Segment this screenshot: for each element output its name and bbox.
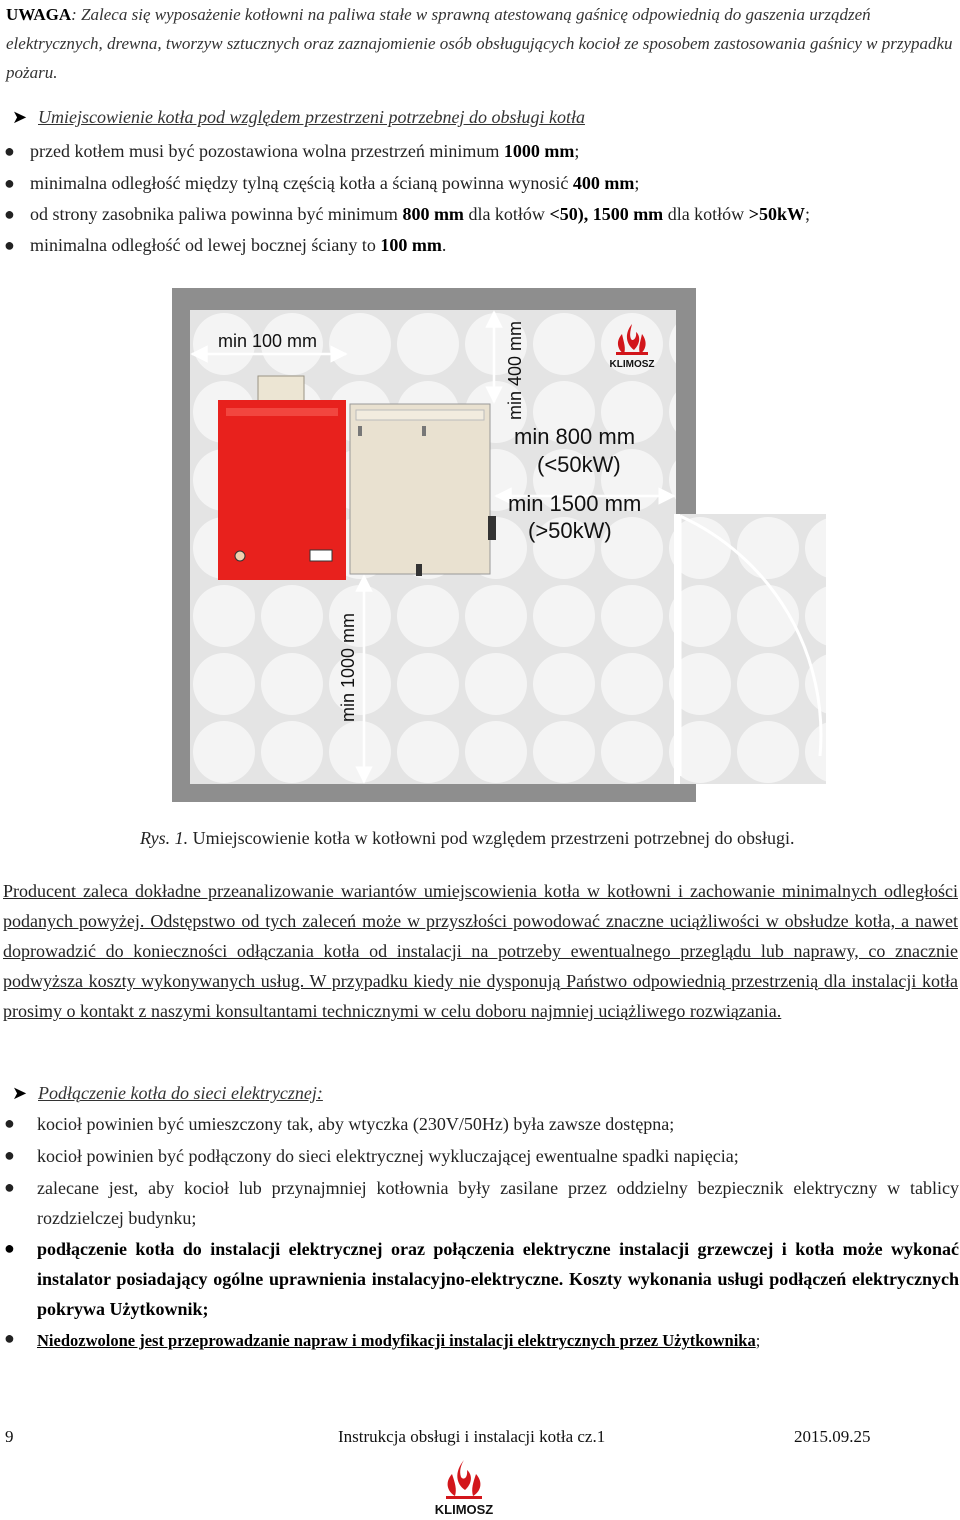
bullet-icon: ●	[4, 1328, 15, 1348]
section-heading-text: Podłączenie kotła do sieci elektrycznej:	[38, 1083, 323, 1103]
section-heading-electric	[12, 1083, 912, 1109]
label-gt-50kw: (>50kW)	[528, 518, 612, 543]
label-min-1000: min 1000 mm	[338, 612, 358, 722]
controller-panel-icon	[310, 550, 332, 561]
fuel-hopper	[350, 404, 490, 574]
page-number: 9	[5, 1427, 14, 1446]
bullet-icon: ●	[4, 204, 15, 224]
section-heading-text: Umiejscowienie kotła pod względem przestrzeni potrzebnej do obsługi kotła	[38, 107, 585, 127]
label-min-1500: min 1500 mm	[508, 491, 642, 516]
warning-note	[6, 0, 956, 87]
paragraph-underlined: Producent zaleca dokładne przeanalizowanie wariantów umiejscowienia kotła w kotłowni i zachowanie minimalnych odległości podanych powyżej.	[3, 881, 958, 931]
hopper-hinge	[358, 426, 362, 436]
hopper-foot	[416, 564, 422, 576]
bullet-icon: ●	[4, 1177, 15, 1197]
hopper-hinge	[422, 426, 426, 436]
arrow-bullet-icon: ➤	[12, 107, 28, 127]
document-title: Instrukcja obsługi i instalacji kotła cz.1	[338, 1427, 606, 1446]
label-min-100: min 100 mm	[218, 331, 318, 351]
bullet-icon: ●	[4, 173, 15, 193]
bullet-icon: ●	[4, 1113, 15, 1133]
hopper-lid	[356, 410, 484, 420]
bullet-icon: ●	[4, 235, 15, 255]
boiler-placement-diagram	[170, 286, 830, 806]
caption-label: Rys. 1.	[140, 828, 189, 848]
section-heading-placement	[12, 107, 912, 133]
footer-logo-text: KLIMOSZ	[434, 1502, 494, 1517]
document-date: 2015.09.25	[794, 1427, 871, 1446]
bullet-icon: ●	[4, 1238, 15, 1258]
recommendation-paragraph	[3, 876, 958, 1026]
bullet-icon: ●	[4, 141, 15, 161]
thermometer-icon	[235, 551, 245, 561]
label-min-800: min 800 mm	[514, 424, 636, 449]
bullet-icon: ●	[4, 1145, 15, 1165]
boiler-top-edge	[226, 408, 338, 416]
footer-klimosz-logo	[424, 1456, 504, 1518]
label-min-400: min 400 mm	[505, 320, 525, 420]
label-lt-50kw: (<50kW)	[537, 452, 621, 477]
burner-motor	[488, 516, 496, 540]
caption-text: Umiejscowienie kotła w kotłowni pod względem przestrzeni potrzebnej do obsługi.	[188, 828, 795, 848]
paragraph-rest: Odstępstwo od tych zaleceń może w przyszłości powodować znaczne uciążliwości w obsłudze kotła, a nawet doprowadzić do konieczności odłączania kotła od instalacji na potrzeby ewentualnego przeglądu lub naprawy, co znacznie podwyższa koszty wykonywanych usług. W przypadku kiedy nie dysponują Państwo odpowiednią przestrzenią dla instalacji kotła prosimy o kontakt z naszymi konsultantami technicznymi w celu doboru najmniej uciążliwego rozwiązania.	[3, 911, 958, 1021]
arrow-bullet-icon: ➤	[12, 1083, 28, 1103]
warning-label: UWAGA	[6, 5, 72, 24]
doorway-floor	[676, 514, 826, 784]
warning-text: : Zaleca się wyposażenie kotłowni na paliwa stałe w sprawną atestowaną gaśnicę odpowiednią do gaszenia urządzeń elektrycznych, drewna, tworzyw sztucznych oraz zaznajomienie osób obsługujących kocioł ze sposobem zastosowania gaśnicy w przypadku pożaru.	[6, 5, 953, 82]
logo-text: KLIMOSZ	[609, 359, 655, 370]
figure-caption	[140, 828, 795, 849]
boiler-chimney-outlet	[258, 376, 304, 402]
